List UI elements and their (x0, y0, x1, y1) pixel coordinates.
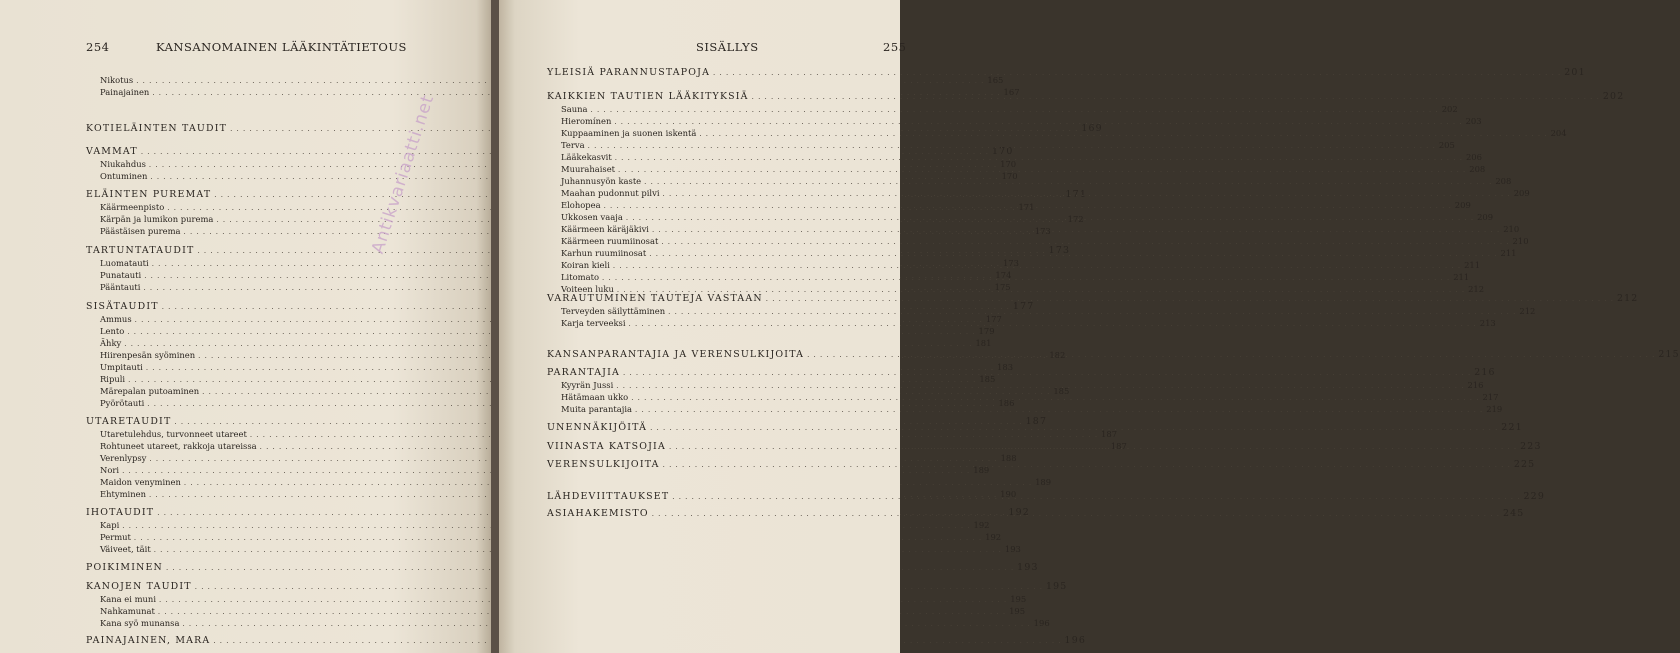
toc-entry-page: 170 (1001, 171, 1018, 181)
toc-entry-title: LÄHDEVIITTAUKSET (547, 491, 670, 502)
toc-entry-page: 212 (1519, 306, 1536, 316)
toc-entry-title: Juhannusyön kaste (561, 176, 642, 186)
toc-entry-page: 212 (1468, 284, 1485, 294)
toc-entry-title: KAIKKIEN TAUTIEN LÄÄKITYKSIÄ (547, 91, 749, 102)
toc-entry-title: Päästäisen purema (100, 226, 181, 236)
toc-entry-page: 215 (1658, 349, 1680, 360)
dot-leader (663, 459, 1511, 471)
toc-entry-title: POIKIMINEN (86, 562, 163, 573)
toc-entry-page: 211 (1464, 260, 1481, 270)
toc-entry-title: Lento (100, 326, 125, 336)
toc-entry (100, 452, 1017, 464)
toc-entry (561, 115, 1482, 127)
dot-leader (652, 508, 1500, 520)
toc-entry-page: 209 (1513, 188, 1530, 198)
toc-entry-page: 208 (1495, 176, 1512, 186)
toc-entry-title: Luomatauti (100, 258, 149, 268)
toc-entry-page: 182 (1049, 350, 1066, 360)
toc-entry (100, 543, 1021, 555)
toc-entry (86, 581, 1068, 593)
toc-entry-page: 195 (1009, 606, 1026, 616)
toc-entry-title: Voiteen luku (561, 284, 614, 294)
right-page-number: 255 (883, 40, 907, 54)
toc-entry-title: Muita parantajia (561, 404, 633, 414)
toc-entry (100, 74, 1004, 86)
toc-entry-title: VERENSULKIJOITA (547, 459, 660, 470)
toc-entry-page: 183 (997, 362, 1014, 372)
toc-entry-title: Koiran kieli (561, 260, 610, 270)
dot-leader (752, 91, 1600, 103)
toc-entry-title: Litomato (561, 272, 599, 282)
toc-entry-title: VAMMAT (86, 146, 138, 157)
toc-entry (547, 67, 1586, 79)
toc-entry-page: 177 (985, 314, 1002, 324)
toc-entry-title: TARTUNTATAUDIT (86, 245, 195, 256)
toc-entry-title: Pääntauti (100, 282, 141, 292)
toc-entry-page: 196 (1033, 618, 1050, 628)
toc-entry-page: 185 (1053, 386, 1070, 396)
toc-entry-title: Maidon venyminen (100, 477, 181, 487)
toc-entry-title: Ähky (100, 338, 122, 348)
dot-leader (669, 441, 1517, 453)
toc-entry-page: 190 (1000, 489, 1017, 499)
toc-entry-title: Muurahaiset (561, 164, 616, 174)
toc-entry-title: Painajainen (100, 87, 150, 97)
toc-entry-title: Nikotus (100, 75, 134, 85)
toc-entry-title: Utaretulehdus, turvonneet utareet (100, 429, 247, 439)
toc-entry-page: 187 (1110, 441, 1127, 451)
toc-entry-title: Terveyden säilyttäminen (561, 306, 666, 316)
toc-entry-title: Nori (100, 465, 120, 475)
dot-leader (650, 422, 1498, 434)
left-page-number: 254 (86, 40, 110, 54)
toc-entry-title: Ripuli (100, 374, 126, 384)
toc-entry (100, 476, 1052, 488)
toc-entry-page: 216 (1467, 380, 1484, 390)
toc-entry (100, 531, 1002, 543)
toc-entry-title: UNENNÄKIJÖITÄ (547, 422, 648, 433)
toc-entry (100, 325, 995, 337)
toc-entry-title: YLEISIÄ PARANNUSTAPOJA (547, 67, 711, 78)
toc-entry (100, 605, 1026, 617)
toc-entry-page: 203 (1465, 116, 1482, 126)
toc-entry-title: VIINASTA KATSOJIA (547, 441, 666, 452)
toc-entry-title: UTARETAUDIT (86, 416, 172, 427)
toc-entry-page: 171 (1065, 189, 1087, 200)
toc-entry-title: Verenlypsy (100, 453, 147, 463)
toc-entry-page: 202 (1441, 104, 1458, 114)
toc-entry (561, 139, 1455, 151)
toc-entry-title: Ammus (100, 314, 132, 324)
toc-entry-page: 170 (992, 146, 1014, 157)
toc-entry-title: Karja terveeksi (561, 318, 626, 328)
toc-entry-page: 171 (1018, 202, 1035, 212)
toc-entry-title: Umpitauti (100, 362, 143, 372)
toc-entry-title: Lääkekasvit (561, 152, 612, 162)
toc-entry-page: 202 (1602, 91, 1625, 102)
toc-entry (561, 235, 1529, 247)
toc-entry-page: 212 (1616, 293, 1639, 304)
toc-entry-title: Käärmeenpisto (100, 202, 165, 212)
toc-entry-title: Käärmeen ruumiinosat (561, 236, 659, 246)
toc-entry-page: 181 (975, 338, 992, 348)
toc-entry-title: Pyörötauti (100, 398, 145, 408)
toc-entry-title: Kyyrän Jussi (561, 380, 614, 390)
toc-entry-title: Hiirenpesän syöminen (100, 350, 196, 360)
toc-entry-page: 174 (995, 270, 1012, 280)
toc-entry-title: Terva (561, 140, 585, 150)
toc-entry-page: 223 (1520, 441, 1542, 452)
toc-entry-page: 192 (973, 520, 990, 530)
toc-entry-page: 173 (1048, 245, 1071, 256)
toc-entry-title: Hätämaan ukko (561, 392, 629, 402)
toc-entry-title: Sauna (561, 104, 588, 114)
toc-entry (86, 635, 1087, 647)
dot-leader (713, 67, 1561, 79)
toc-entry-title: Punatauti (100, 270, 142, 280)
toc-entry-page: 169 (1081, 123, 1103, 134)
toc-entry (100, 617, 1050, 629)
toc-entry-page: 210 (1503, 224, 1520, 234)
toc-entry-page: 167 (1003, 87, 1020, 97)
dot-leader (623, 367, 1471, 379)
toc-entry-title: Nahkamunat (100, 606, 155, 616)
toc-entry-page: 208 (1469, 164, 1486, 174)
toc-entry-page: 210 (1512, 236, 1529, 246)
dot-leader (766, 293, 1614, 305)
toc-entry-page: 209 (1454, 200, 1471, 210)
book-gutter (491, 0, 499, 653)
toc-entry-title: Niukahdus (100, 159, 146, 169)
toc-entry-page: 170 (1000, 159, 1017, 169)
toc-entry-title: SISÄTAUDIT (86, 301, 159, 312)
toc-entry-page: 221 (1501, 422, 1523, 433)
toc-entry-title: PARANTAJIA (547, 367, 620, 378)
toc-entry-title: KANSANPARANTAJIA JA VERENSULKIJOITA (547, 349, 805, 360)
toc-entry-title: Väiveet, täit (100, 544, 151, 554)
toc-entry-page: 177 (1012, 301, 1035, 312)
toc-entry-title: ELÄINTEN PUREMAT (86, 189, 212, 200)
toc-entry-title: Permut (100, 532, 131, 542)
toc-entry-page: 187 (1101, 429, 1118, 439)
toc-entry-title: Ukkosen vaaja (561, 212, 623, 222)
toc-entry-page: 225 (1513, 459, 1536, 470)
toc-entry-page: 205 (1438, 140, 1455, 150)
toc-entry-page: 188 (1000, 453, 1017, 463)
dot-leader (629, 318, 1477, 330)
toc-entry-title: ASIAHAKEMISTO (547, 508, 649, 519)
toc-entry (100, 337, 992, 349)
dot-leader (807, 349, 1655, 361)
toc-entry-page: 245 (1502, 508, 1525, 519)
toc-entry-page: 196 (1064, 635, 1087, 646)
toc-entry-page: 216 (1474, 367, 1496, 378)
toc-entry-title: Käärmeen käräjäkivi (561, 224, 649, 234)
toc-entry-page: 185 (979, 374, 996, 384)
toc-entry-page: 193 (1017, 562, 1039, 573)
toc-entry-page: 229 (1523, 491, 1545, 502)
toc-entry-title: KOTIELÄINTEN TAUDIT (86, 123, 228, 134)
toc-entry-page: 211 (1453, 272, 1470, 282)
toc-entry (100, 428, 1118, 440)
toc-entry (547, 293, 1639, 305)
toc-entry-page: 192 (985, 532, 1002, 542)
toc-entry-page: 193 (1004, 544, 1021, 554)
toc-entry-title: PAINAJAINEN, MARA (86, 635, 211, 646)
toc-entry-title: Kana syö munansa (100, 618, 180, 628)
dot-leader (635, 404, 1483, 416)
toc-entry-page: 206 (1465, 152, 1482, 162)
toc-entry-title: Hieromínen (561, 116, 612, 126)
toc-entry-page: 201 (1564, 67, 1586, 78)
toc-entry-title: Rohtuneet utareet, rakkoja utareissa (100, 441, 257, 451)
toc-entry-title: KANOJEN TAUDIT (86, 581, 192, 592)
toc-entry (86, 562, 1039, 574)
toc-entry (100, 593, 1027, 605)
toc-entry-page: 186 (998, 398, 1015, 408)
toc-entry-page: 213 (1479, 318, 1496, 328)
toc-entry-page: 173 (1002, 258, 1019, 268)
toc-entry-page: 217 (1482, 392, 1499, 402)
watermark: Antikvariaatti.net (368, 92, 439, 257)
right-running-head: SISÄLLYS (696, 40, 759, 54)
toc-entry-page: 211 (1500, 248, 1517, 258)
toc-entry-title: Kana ei muni (100, 594, 157, 604)
toc-entry-title: Ontuminen (100, 171, 148, 181)
toc-entry-title: Kapi (100, 520, 120, 530)
toc-entry-page: 172 (1067, 214, 1084, 224)
toc-entry-title: Ehtyminen (100, 489, 146, 499)
toc-entry-page: 189 (973, 465, 990, 475)
toc-entry-page: 179 (978, 326, 995, 336)
toc-entry-page: 195 (1010, 594, 1027, 604)
toc-entry-title: Kuppaaminen ja suonen iskentä (561, 128, 697, 138)
toc-entry-title: Märepalan putoaminen (100, 386, 200, 396)
toc-entry (561, 103, 1458, 115)
toc-entry-page: 189 (1035, 477, 1052, 487)
toc-entry-page: 192 (1008, 507, 1030, 518)
toc-entry-title: VARAUTUMINEN TAUTEJA VASTAAN (547, 293, 763, 304)
toc-entry-title: Kärpän ja lumikon purema (100, 214, 214, 224)
toc-entry (100, 519, 990, 531)
toc-entry-page: 219 (1486, 404, 1503, 414)
toc-entry-page: 204 (1550, 128, 1567, 138)
left-running-head: KANSANOMAINEN LÄÄKINTÄTIETOUS (156, 40, 407, 54)
toc-entry-title: Elohopea (561, 200, 601, 210)
dot-leader (672, 491, 1520, 503)
toc-entry-page: 209 (1477, 212, 1494, 222)
toc-entry-page: 175 (994, 282, 1011, 292)
toc-entry-page: 165 (987, 75, 1004, 85)
toc-entry-title: Maahan pudonnut pilvi (561, 188, 660, 198)
toc-entry-title: Karhun ruumiinosat (561, 248, 647, 258)
toc-entry-page: 173 (1034, 226, 1051, 236)
toc-entry-page: 187 (1025, 416, 1048, 427)
toc-entry-page: 195 (1045, 581, 1068, 592)
toc-entry-title: IHOTAUDIT (86, 507, 155, 518)
